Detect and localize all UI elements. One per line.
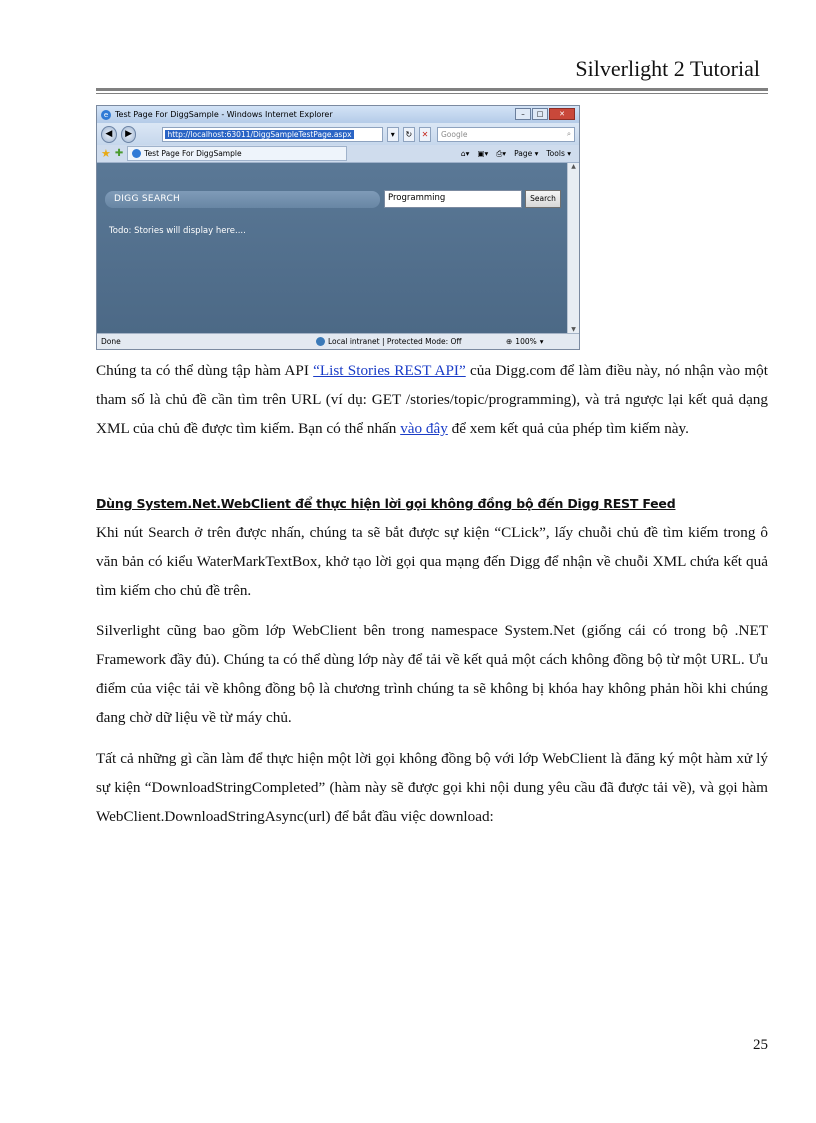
tab-diggsample[interactable] xyxy=(127,146,347,161)
scroll-down-icon[interactable]: ▼ xyxy=(571,326,576,333)
paragraph-3: Silverlight cũng bao gồm lớp WebClient bên trong namespace System.Net (giống cái có trong bộ .NET Framework đầy đủ). Chúng ta có thể dùng lớp này để tải về kết quả một cách không đồng bộ từ một URL. Ưu điểm của việc tải về không đồng bộ là chương trình chúng ta sẽ không bị khóa hay không phản hồi khi chúng đang chờ dữ liệu về từ máy chủ. xyxy=(96,622,768,726)
paragraph-2-wrapper xyxy=(96,518,768,605)
address-bar xyxy=(97,123,579,145)
page-number: 25 xyxy=(753,1037,768,1053)
scroll-up-icon[interactable]: ▲ xyxy=(571,163,576,170)
forward-icon[interactable]: ▶ xyxy=(121,126,137,143)
address-url: http://localhost:63011/DiggSampleTestPage.aspx xyxy=(167,129,352,139)
status-bar xyxy=(97,333,579,349)
status-text: Done xyxy=(101,337,121,346)
tools-menu[interactable]: Tools ▾ xyxy=(546,149,571,158)
paragraph-3-wrapper xyxy=(96,616,768,732)
search-placeholder: Google xyxy=(440,129,468,139)
security-zone xyxy=(316,337,506,346)
chevron-down-icon: ▾ xyxy=(539,337,544,346)
topic-search-input[interactable]: Programming xyxy=(384,190,522,208)
maximize-icon[interactable]: □ xyxy=(532,108,548,120)
p1-text-a: Chúng ta có thể dùng tập hàm API xyxy=(96,362,314,379)
window-controls xyxy=(515,108,575,120)
click-here-link[interactable]: vào đây xyxy=(400,420,448,437)
vertical-scrollbar[interactable] xyxy=(567,163,579,333)
silverlight-app xyxy=(97,163,567,333)
zoom-icon: ⊕ xyxy=(506,337,513,346)
stop-icon[interactable]: ✕ xyxy=(419,127,431,142)
zoom-level: 100% xyxy=(515,337,537,346)
paragraph-2: Khi nút Search ở trên được nhấn, chúng ta sẽ bắt được sự kiện “CLick”, lấy chuỗi chủ đề tìm kiếm trong ô văn bản có kiểu WaterMarkTextBox, khở tạo lời gọi qua mạng đến Digg để nhận về chuỗi XML chứa kết quả tìm kiếm cho chủ đề trên. xyxy=(96,524,768,599)
paragraph-1 xyxy=(96,356,768,443)
browser-window-title: Test Page For DiggSample - Windows Internet Explorer xyxy=(115,110,333,119)
print-icon[interactable]: ⎙▾ xyxy=(496,148,507,158)
search-box[interactable] xyxy=(437,127,575,142)
section-heading-wrapper xyxy=(96,496,768,511)
intranet-icon xyxy=(316,337,325,346)
command-bar xyxy=(461,149,575,159)
address-input[interactable] xyxy=(162,127,382,142)
add-favorite-icon[interactable]: ✚ xyxy=(114,148,124,159)
header-rule xyxy=(96,88,768,94)
paragraph-1-wrapper xyxy=(96,356,768,443)
refresh-icon[interactable]: ↻ xyxy=(403,127,415,142)
minimize-icon[interactable]: – xyxy=(515,108,531,120)
zoom-control[interactable] xyxy=(506,337,544,346)
list-stories-link[interactable]: “List Stories REST API” xyxy=(313,362,466,379)
p1-text-c: để xem kết quả của phép tìm kiếm này. xyxy=(447,420,689,437)
tab-bar xyxy=(97,145,579,163)
paragraph-4-wrapper xyxy=(96,744,768,831)
back-icon[interactable]: ◀ xyxy=(101,126,117,143)
page-menu[interactable]: Page ▾ xyxy=(514,149,539,158)
browser-titlebar xyxy=(97,106,579,123)
ie-logo-icon: e xyxy=(101,110,111,120)
page-header-title: Silverlight 2 Tutorial xyxy=(575,56,760,81)
p1-text-b: của Digg.com để làm điều này, nó nhận vào một tham số là chủ đề cần tìm trên URL (ví dụ: GET /stories/topic/programming), và trả ngược lại kết quả dạng XML của chủ đề được tìm kiếm. Bạn có thể nhấn xyxy=(96,362,768,437)
home-icon[interactable]: ⌂▾ xyxy=(460,149,470,158)
paragraph-4: Tất cả những gì cần làm để thực hiện một lời gọi không đồng bộ với lớp WebClient là đăng ký một hàm xử lý sự kiện “DownloadStringCompleted” (hàm này sẽ được gọi khi nội dung yêu cầu đã được tải về), và gọi hàm WebClient.DownloadStringAsync(url) để bắt đầu việc download: xyxy=(96,750,768,825)
todo-message: Todo: Stories will display here.... xyxy=(109,226,246,236)
digg-search-title: DIGG SEARCH xyxy=(105,191,380,208)
magnifier-icon[interactable]: ⌕ xyxy=(566,129,572,138)
section-heading: Dùng System.Net.WebClient để thực hiện lời gọi không đồng bộ đến Digg REST Feed xyxy=(96,496,676,511)
dropdown-icon[interactable]: ▾ xyxy=(387,127,399,142)
search-button[interactable]: Search xyxy=(525,190,561,208)
browser-screenshot xyxy=(96,105,580,350)
zone-label: Local intranet | Protected Mode: Off xyxy=(328,337,462,346)
page-icon xyxy=(132,149,141,158)
browser-content xyxy=(97,163,579,333)
close-icon[interactable]: ✕ xyxy=(549,108,575,120)
favorites-star-icon[interactable]: ★ xyxy=(101,147,111,160)
feeds-icon[interactable]: ▣▾ xyxy=(477,149,489,158)
tab-label: Test Page For DiggSample xyxy=(144,149,242,158)
